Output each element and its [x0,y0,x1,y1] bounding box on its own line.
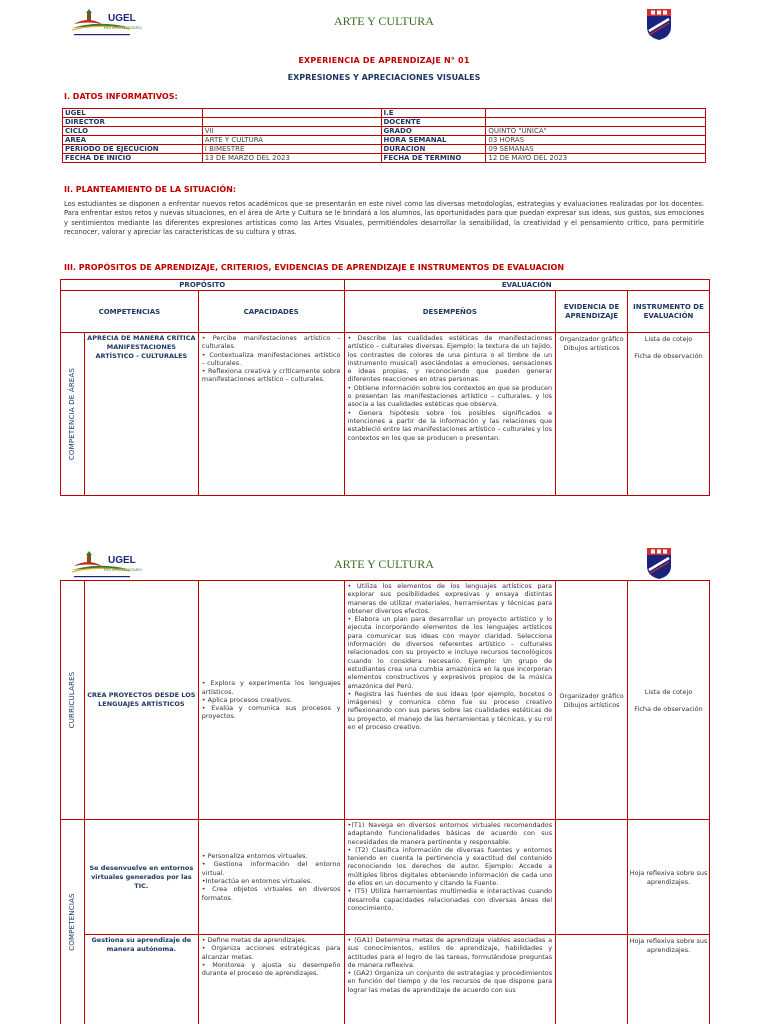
datos-row [63,109,706,118]
datos-value [202,109,381,118]
datos-label: PERIODO DE EJECUCION [63,145,203,154]
datos-informativos-table [62,108,706,163]
experience-subtitle: EXPRESIONES Y APRECIACIONES VISUALES [287,73,481,82]
side-label-competencias: COMPETENCIAS [61,820,85,1024]
datos-label: AREA [63,136,203,145]
datos-label: GRADO [381,127,486,136]
datos-row [63,145,706,154]
datos-label: DIRECTOR [63,118,203,127]
datos-value: 09 SEMANAS [486,145,706,154]
capacidades-cell: • Explora y experimenta los lenguajes artísticos. • Aplica procesos creativos. • Evalúa y comunica sus procesos y proyectos. [198,581,344,820]
competencias-table-1 [60,279,710,496]
datos-label: FECHA DE TERMINO [381,154,486,163]
datos-label: UGEL [63,109,203,118]
instrumento-cell: Hoja reflexiva sobre sus aprendizajes. [628,820,710,935]
instrumento-cell: Lista de cotejo Ficha de observación [628,333,710,496]
capacidades-cell: • Define metas de aprendizajes. • Organiza acciones estratégicas para alcanzar metas. • Monitorea y ajusta su desempeño durante el proceso de aprendizajes. [198,935,344,1024]
datos-label: HORA SEMANAL [381,136,486,145]
svg-text:UGEL: UGEL [108,555,136,566]
datos-label: DURACION [381,145,486,154]
evidencia-cell [556,820,628,935]
desempenos-cell: • Describe las cualidades estéticas de manifestaciones artístico – culturales diversas. Ejemplo: la textura de un tejido, los contrastes de colores de una pintura o el timbre de un instrumento musical) asociándolas a emociones, sensaciones e ideas propias, y reconociendo que pueden generar diferentes reacciones en otras personas. • Obtiene información sobre los contextos en que se producen o presentan las manifestaciones artístico – culturales, y los asocia a las cualidades estéticas que observa. • Genera hipótesis sobre los posibles significados e intenciones a partir de la información y las relaciones que estableció entre las manifestaciones artístico – culturales y los contextos en los que se producen o presentan. [344,333,556,496]
evidencia-cell: Organizador gráfico Dibujos artísticos [556,581,628,820]
datos-row [63,127,706,136]
header-evaluacion: EVALUACIÓN [344,280,709,291]
header-proposito: PROPÓSITO [61,280,345,291]
datos-value: VII [202,127,381,136]
svg-text:RÍO ERO MANTARO: RÍO ERO MANTARO [104,567,142,572]
situacion-paragraph: Los estudiantes se disponen a enfrentar nuevos retos académicos que se presentarán en este nivel como las diversas metodologías, estrategias y evaluaciones realizadas por los docentes. Para enfrentar estos retos y nuevas situaciones, en el área de Arte y Cultura se le brindará a los alumnos, las oportunidades para que puedan expresar sus ideas, sus gustos, sus emociones y sentimientos mediante las diferentes expresiones artísticas como las Artes Visuales, permitiéndoles desarrollar la sensibilidad, la creatividad y el pensamiento crítico, para permitirle reconocer, valorar y apreciar las características de su cultura y otras. [64,200,704,237]
school-shield-icon [646,7,672,41]
datos-label: FECHA DE INICIO [63,154,203,163]
school-shield-icon [646,546,672,580]
datos-label: DOCENTE [381,118,486,127]
desempenos-cell: • (GA1) Determina metas de aprendizaje viables asociadas a sus conocimientos, estilos de aprendizaje, habilidades y actitudes para el logro de las tareas, formulándose preguntas de manera reflexiva. • (GA2) Organiza un conjunto de estrategias y procedimientos en función del tiempo y de los recursos de que dispone para lograr las metas de aprendizaje de acuerdo con sus [344,935,556,1024]
section-situacion-title: II. PLANTEAMIENTO DE LA SITUACIÓN: [64,185,237,194]
datos-label: I.E [381,109,486,118]
experience-title: EXPERIENCIA DE APRENDIZAJE N° 01 [298,56,470,65]
page-1 [0,0,768,500]
instrumento-cell: Lista de cotejo Ficha de observación [628,581,710,820]
capacidades-cell: • Percibe manifestaciones artístico – culturales. • Contextualiza manifestaciones artístico – culturales. • Reflexiona creativa y críticamente sobre manifestaciones artístico – culturales. [198,333,344,496]
datos-value [486,109,706,118]
side-label-curriculares: CURRICULARES [61,581,85,820]
competence-name: CREA PROYECTOS DESDE LOS LENGUAJES ARTÍSTICOS [84,581,198,820]
datos-row [63,154,706,163]
instrumento-cell: Hoja reflexiva sobre sus aprendizajes. [628,935,710,1024]
datos-value [202,118,381,127]
competence-name: Se desenvuelve en entornos virtuales generados por las TIC. [84,820,198,935]
header-competencias: COMPETENCIAS [61,291,199,333]
datos-value: 12 DE MAYO DEL 2023 [486,154,706,163]
competence-name: APRECIA DE MANERA CRÍTICA MANIFESTACIONES ARTÍSTICO - CULTURALES [84,333,198,496]
page-title: ARTE Y CULTURA [334,557,434,571]
datos-value [486,118,706,127]
svg-text:RÍO ERO MANTARO: RÍO ERO MANTARO [104,25,142,30]
header-evidencia: EVIDENCIA DE APRENDIZAJE [556,291,628,333]
side-label-areas: COMPETENCIA DE ÁREAS [61,333,85,496]
datos-value: QUINTO "UNICA" [486,127,706,136]
header-capacidades: CAPACIDADES [198,291,344,333]
datos-label: CICLO [63,127,203,136]
competencias-table-2 [60,580,710,1024]
datos-row [63,136,706,145]
page-2 [0,540,768,1024]
evidencia-cell [556,935,628,1024]
page-title: ARTE Y CULTURA [334,14,434,28]
datos-value: 13 DE MARZO DEL 2023 [202,154,381,163]
header-desempenos: DESEMPEÑOS [344,291,556,333]
header-instrumento: INSTRUMENTO DE EVALUACIÓN [628,291,710,333]
datos-value: I BIMESTRE [202,145,381,154]
svg-text:UGEL: UGEL [108,13,136,24]
section-propositos-title: III. PROPÓSITOS DE APRENDIZAJE, CRITERIOS, EVIDENCIAS DE APRENDIZAJE E INSTRUMENTOS DE EVALUACION [64,263,565,272]
competence-name: Gestiona su aprendizaje de manera autónoma. [84,935,198,1024]
datos-row [63,118,706,127]
desempenos-cell: • Utiliza los elementos de los lenguajes artísticos para explorar sus posibilidades expresivas y ensaya distintas maneras de utilizar materiales, herramientas y técnicas para obtener diversos efectos. • Elabora un plan para desarrollar un proyecto artístico y lo ejecuta incorporando elementos de los lenguajes artísticos para comunicar sus ideas con mayor claridad. Selecciona información de diversos referentes artístico – culturales relacionados con su proyecto e incluye recursos tecnológicos cuando lo considera necesario. Ejemplo: Un grupo de estudiantes crea una cumbia amazónica en la que incorporan elementos constructivos y expresivos propios de la música amazónica del Perú. • Registra las fuentes de sus ideas (por ejemplo, bocetos o imágenes) y comunica cómo fue su proceso creativo reflexionando con sus pares sobre las cualidades estéticas de su proyecto, el manejo de las herramientas y técnicas, y su rol en el proceso creativo. [344,581,556,820]
section-datos-title: I. DATOS INFORMATIVOS: [64,92,178,101]
datos-value: ARTE Y CULTURA [202,136,381,145]
datos-value: 03 HORAS [486,136,706,145]
capacidades-cell: • Personaliza entornos virtuales. • Gestiona información del entorno virtual. •Interactúa en entornos virtuales. • Crea objetos virtuales en diversos formatos. [198,820,344,935]
desempenos-cell: •(T1) Navega en diversos entornos virtuales recomendados adaptando funcionalidades básicas de acuerdo con sus necesidades de manera pertinente y responsable. • (T2) Clasifica información de diversas fuentes y entornos teniendo en cuenta la pertinencia y exactitud del contenido reconociendo los derechos de autor. Ejemplo: Accede a múltiples libros digitales obteniendo información de cada uno de ellos en un documento y citando la Fuente. • (T5) Utiliza herramientas multimedia e interactivas cuando desarrolla capacidades relacionadas con diversas áreas del conocimiento. [344,820,556,935]
evidencia-cell: Organizador gráfico Dibujos artísticos [556,333,628,496]
